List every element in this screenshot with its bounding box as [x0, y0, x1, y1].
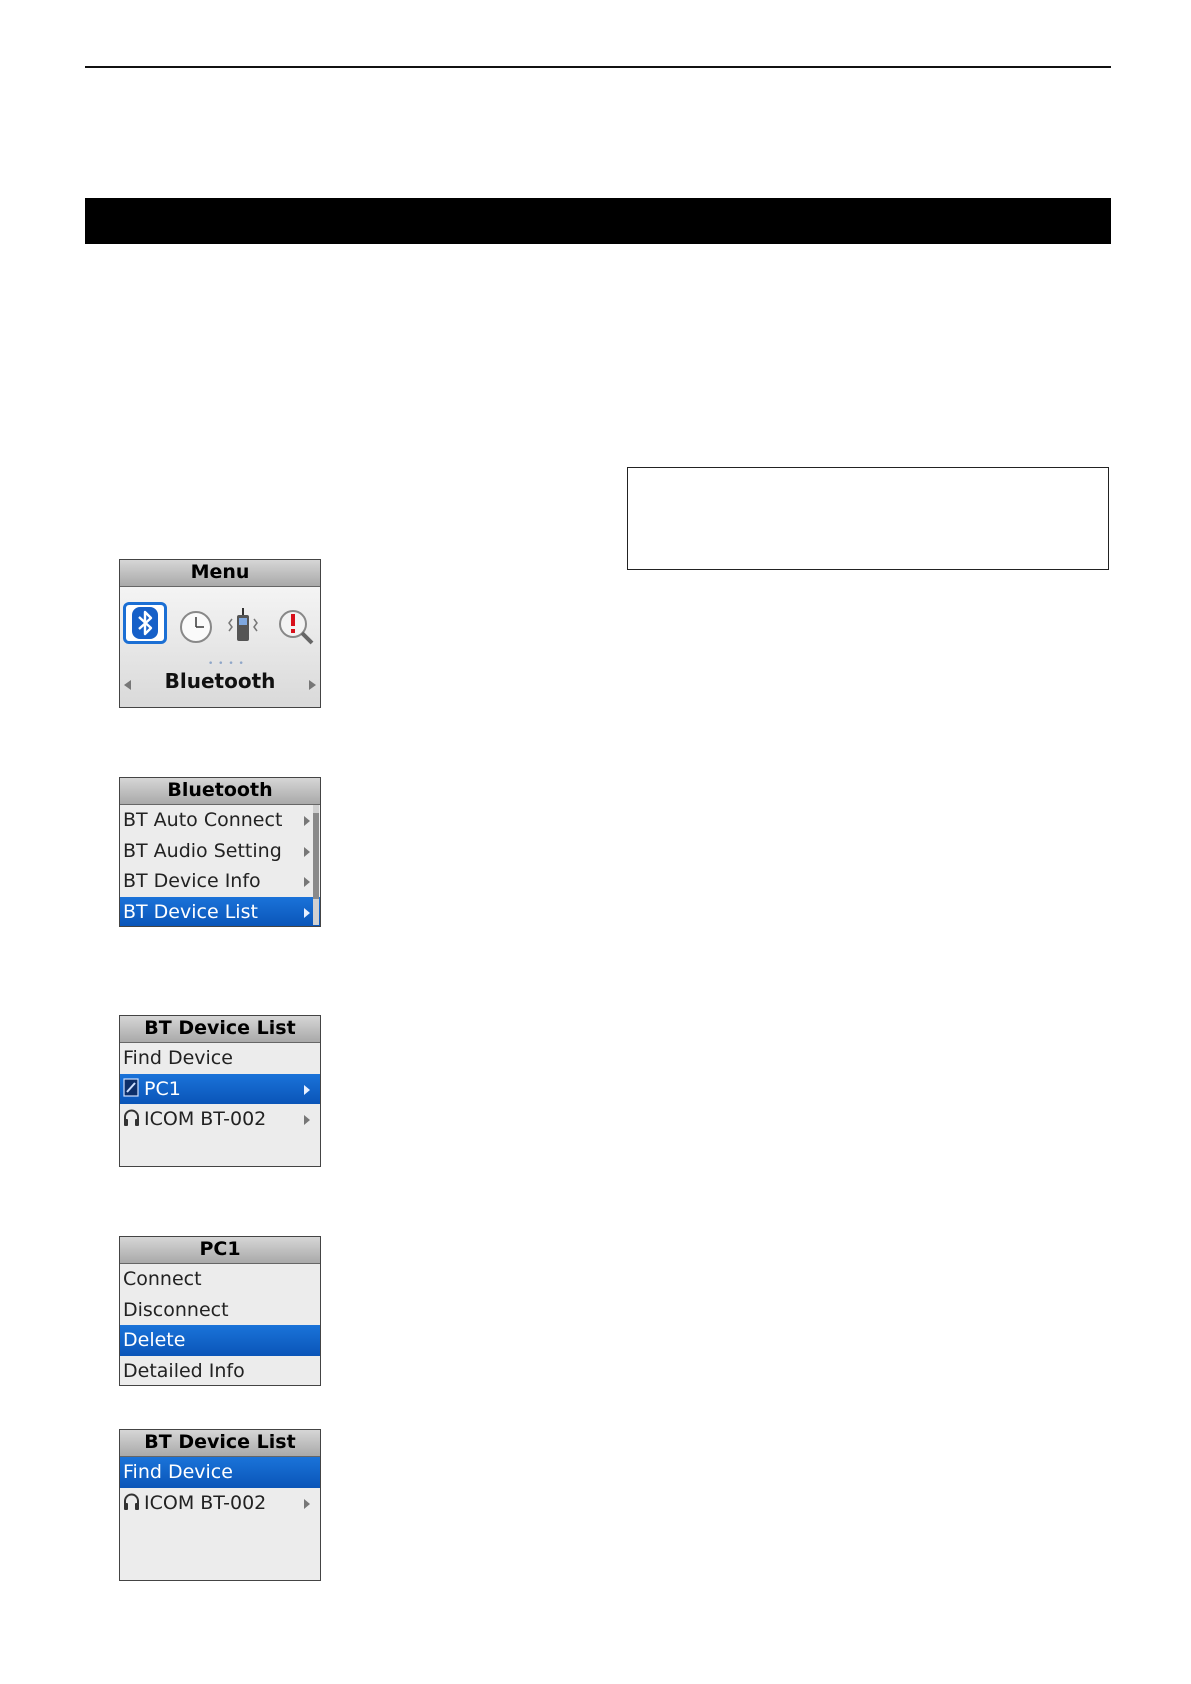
menu-item-disconnect[interactable]	[120, 1295, 320, 1326]
menu-item-bt-device-list[interactable]	[120, 897, 320, 928]
bt-device-list-screen	[119, 1015, 321, 1167]
menu-item-find-device[interactable]	[120, 1457, 320, 1488]
menu-item-label: BT Audio Setting	[123, 839, 282, 862]
menu-item-label: BT Device Info	[123, 870, 261, 892]
device-item-icom-bt-002[interactable]	[120, 1104, 320, 1135]
menu-item-label: Find Device	[123, 1461, 233, 1483]
selected-item-frame[interactable]	[123, 602, 167, 644]
pc-icon	[123, 1078, 140, 1097]
device-label: ICOM BT-002	[144, 1491, 267, 1514]
menu-item-label: Delete	[123, 1329, 186, 1351]
chevron-right-icon	[304, 1115, 310, 1125]
menu-item-label: BT Device List	[123, 900, 258, 923]
pc1-screen	[119, 1236, 321, 1386]
chevron-right-icon	[304, 877, 310, 887]
alert-search-icon[interactable]	[276, 605, 316, 645]
clock-icon[interactable]	[176, 605, 216, 645]
menu-item-label: Find Device	[123, 1047, 233, 1069]
screen-title: Bluetooth	[120, 778, 320, 805]
menu-item-bt-device-info[interactable]	[120, 866, 320, 897]
device-label: PC1	[144, 1077, 181, 1100]
menu-item-detailed-info[interactable]	[120, 1356, 320, 1387]
screen-title: BT Device List	[120, 1016, 320, 1043]
chevron-right-icon	[304, 847, 310, 857]
menu-item-connect[interactable]	[120, 1264, 320, 1295]
page-indicator: • • • •	[208, 659, 245, 669]
note-box	[627, 467, 1109, 570]
menu-item-delete[interactable]	[120, 1325, 320, 1356]
menu-item-label: Detailed Info	[123, 1359, 245, 1382]
device-item-pc1[interactable]	[120, 1074, 320, 1105]
bluetooth-icon	[126, 605, 164, 641]
screen-title: Menu	[120, 560, 320, 587]
right-arrow-icon[interactable]	[309, 680, 316, 690]
headset-icon	[123, 1108, 140, 1127]
menu-item-label: BT Auto Connect	[123, 809, 283, 831]
screen-title: BT Device List	[120, 1430, 320, 1457]
menu-item-find-device[interactable]	[120, 1043, 320, 1074]
bt-device-list-screen-updated	[119, 1429, 321, 1581]
menu-selected-label: Bluetooth	[164, 669, 276, 693]
bluetooth-screen	[119, 777, 321, 927]
chevron-right-icon	[304, 1085, 310, 1095]
section-title-bar	[85, 198, 1111, 244]
scrollbar-thumb[interactable]	[313, 813, 319, 899]
device-item-icom-bt-002[interactable]	[120, 1488, 320, 1519]
chevron-right-icon	[304, 1499, 310, 1509]
menu-screen	[119, 559, 321, 708]
header-rule	[85, 66, 1111, 68]
screen-title: PC1	[120, 1237, 320, 1264]
menu-item-label: Connect	[123, 1268, 202, 1290]
chevron-right-icon	[304, 908, 310, 918]
menu-item-label: Disconnect	[123, 1298, 229, 1321]
menu-item-bt-auto-connect[interactable]	[120, 805, 320, 836]
scrollbar[interactable]	[313, 805, 319, 925]
menu-item-bt-audio-setting[interactable]	[120, 836, 320, 867]
chevron-right-icon	[304, 816, 310, 826]
device-label: ICOM BT-002	[144, 1108, 267, 1130]
vibrating-radio-icon[interactable]	[223, 605, 263, 645]
headset-icon	[123, 1492, 140, 1511]
menu-carousel	[120, 587, 320, 708]
